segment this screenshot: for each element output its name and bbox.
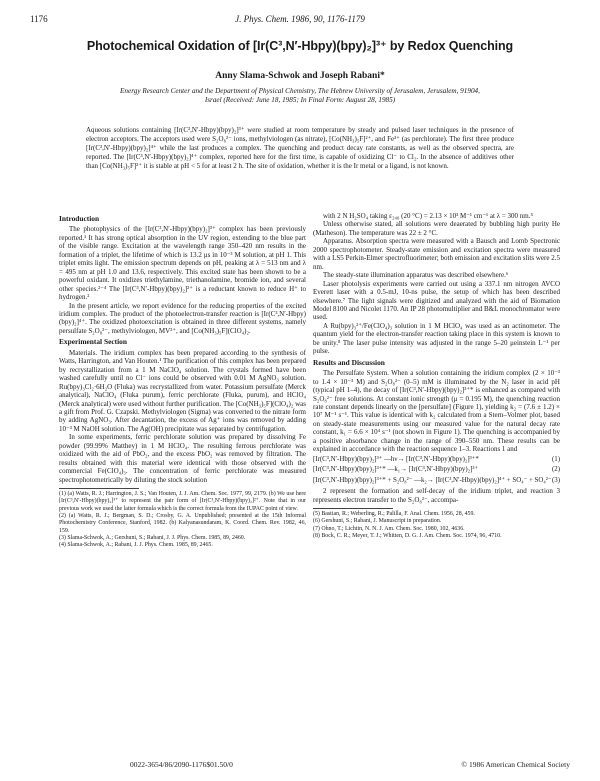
equation-number: (1) bbox=[551, 455, 560, 463]
footnote-divider bbox=[313, 508, 393, 509]
section-heading: Results and Discussion bbox=[313, 357, 385, 367]
footnote: (7) Ohno, T.; Lichtin, N. N. J. Am. Chem. Soc. 1980, 102, 4636. bbox=[313, 525, 465, 532]
footnote: (6) Gershuni, S.; Rabani, J. Manuscript in preparation. bbox=[313, 518, 442, 525]
equation bbox=[313, 466, 560, 474]
footnote: (3) Slama-Schwok, A.; Gershuni, S.; Rabani, J. J. Phys. Chem. 1985, 89, 2460. bbox=[59, 534, 246, 541]
article-code: 0022-3654/86/2090-1176$01.50/0 bbox=[130, 760, 233, 769]
paragraph: Laser photolysis experiments were carried out using a 337.1 nm nitrogen AVCO Everett laser with a 0.5-mJ, 10-ns pulse, the setup of which has been described elsewhere.⁷ The light signals were digitized and analyzed with the aid of Biomation Model 8100 and Nicolet 1170. An IP 28 photomultiplier and B&L monochromator were used. bbox=[313, 279, 560, 322]
section-heading: Introduction bbox=[59, 214, 100, 223]
footnote: (5) Bastian, R.; Weberling, R.; Palilla, F. Anal. Chem. 1956, 28, 459. bbox=[313, 510, 475, 517]
article-title: Photochemical Oxidation of [Ir(C³,N′-Hbpy)(bpy)₂]³⁺ by Redox Quenching bbox=[86, 39, 514, 53]
paragraph: The steady-state illumination apparatus was described elsewhere.⁶ bbox=[323, 271, 509, 280]
equation-text: [Ir(C³,N′-Hbpy)(bpy)₂]³⁺* —k₁→ [Ir(C³,N′-Hbpy)(bpy)₂]³⁺ bbox=[313, 466, 479, 474]
equation-text: [Ir(C³,N′-Hbpy)(bpy)₂]³⁺ —hν→ [Ir(C³,N′-Hbpy)(bpy)₂]³⁺* bbox=[313, 455, 479, 463]
equation bbox=[313, 456, 560, 464]
equation-text: [Ir(C³,N′-Hbpy)(bpy)₂]³⁺* + S₂O₈²⁻ —k₂→ [Ir(C³,N′-Hbpy)(bpy)₂]⁴⁺ + SO₄⁻ + SO₄²⁻ bbox=[313, 476, 552, 484]
journal-citation: J. Phys. Chem. 1986, 90, 1176-1179 bbox=[235, 14, 365, 24]
paragraph: Materials. The iridium complex has been prepared according to the synthesis of Watts, Harrington, and Van Houten.¹ The purification of this complex has been prepared by recrystallization from a 1 M NaClO₄ solution. The crystals formed have been washed carefully until no Cl⁻ ions could be observed with 0.01 M AgNO₃ solution. Ru(bpy)₃Cl₂·6H₂O (Fluka) was recrystallized from water. Potassium persulfate (Merck analytical), NaClO₄ (Fluka purum), ferric perchlorate (Fluka, purum), and HClO₄ (Merck analytical) were used without further purification. The [Co(NH₃)₅F](ClO₄)₂ was a gift from Prof. G. Czapski. Methylviologen (Sigma) was converted to the nitrate form by adding AgNO₃. After decantation, the excess of Ag⁺ ions was removed by adding 10⁻³ M NaOH solution. The Ag(OH) precipitate was separated by centrifugation. bbox=[59, 348, 306, 433]
equation bbox=[313, 477, 560, 485]
paragraph: Unless otherwise stated, all solutions were deaerated by bubbling high purity He (Matheson). The temperature was 22 ± 2 °C. bbox=[313, 220, 560, 237]
page-number: 1176 bbox=[30, 14, 48, 24]
running-header bbox=[30, 14, 570, 28]
section-heading: Experimental Section bbox=[59, 337, 127, 347]
equation-number: (2) bbox=[551, 466, 560, 474]
footnote: (8) Bock, C. R.; Meyer, T. J.; Whitten, D. G. J. Am. Chem. Soc. 1974, 96, 4710. bbox=[313, 532, 502, 539]
paragraph: 2 represent the formation and self-decay of the iridium triplet, and reaction 3 represents electron transfer to the S₂O₈²⁻, accompa- bbox=[313, 487, 560, 504]
footnote: (4) Slama-Schwok, A.; Rabani, J. J. Phys. Chem. 1985, 89, 2465. bbox=[59, 542, 213, 549]
paragraph: with 2 N H₂SO₄ taking ε₂₄₀ (20 °C) = 2.13 × 10³ M⁻¹ cm⁻¹ at λ = 300 nm.⁵ bbox=[323, 212, 533, 220]
authors: Anny Slama-Schwok and Joseph Rabani* bbox=[215, 71, 385, 81]
paragraph: In some experiments, ferric perchlorate solution was prepared by dissolving Fe powder (99.99% Matthey) in 1 M HClO₄. The resulting ferrous perchlorate was oxidized with the aid of PbO₂, and the excess PbO₂ was removed by filtration. The results obtained with this material were identical with those observed with the commercial Fe(ClO₄)₃. The concentration of ferric perchlorate was measured spectrophotometrically by diluting the stock solution bbox=[59, 433, 306, 484]
footnote: (1) (a) Watts, R. J.; Harrington, J. S.; Van Houten, J. J. Am. Chem. Soc. 1977, 99, 2179. (b) We use here [Ir(C³,N′-Hbpy)(bpy)₂]³⁺ to represent the pair form of [Ir(C³,N′-Hbpy)(bpy)₂]²⁺. Note that in our previous work we used the latter formula which is the correct formula from the IUPAC point of view. bbox=[59, 491, 306, 512]
paragraph: In the present article, we report evidence for the reducing properties of the excited iridium complex. The product of the photoelectron-transfer reaction is [Ir(C³,N′-Hbpy)(bpy)₂]⁴⁺. The oxidized photoexcitation is obtained in three different systems, namely persulfate S₂O₈²⁻, methylviologen, MV²⁺, and [Co(NH₃)₅F](ClO₄)₂. bbox=[59, 301, 306, 335]
paragraph: A Ru(bpy)₃²⁺/Fe(ClO₄)₃ solution in 1 M HClO₄ was used as an actinometer. The quantum yield for the electron-transfer reaction taking place in this system is known to be unity.⁸ The laser pulse intensity was adjusted in the range 5–20 μeinstein L⁻¹ per pulse. bbox=[313, 321, 560, 356]
footnote-divider bbox=[59, 488, 139, 489]
affiliation: Energy Research Center and the Department of Physical Chemistry, The Hebrew University of Jerusalem, Jerusalem, 91904, Israel (Received: June 18, 1985; In Final Form: August 28, 1985) bbox=[120, 87, 480, 105]
abstract: Aqueous solutions containing [Ir(C³,N′-Hbpy)(bpy)₂]³⁺ were studied at room temperature by steady and pulsed laser techniques in the presence of electron acceptors. The acceptors used were S₂O₈²⁻ ions, methylviologen (as nitrate), [Co(NH₃)₅F]²⁺, and Fe³⁺ (as perchlorate). The first three produce [Ir(C³,N′-Hbpy)(bpy)₂]⁴⁺ while the last produces a complex. The quenching and product decay rate constants, as well as the observed spectra, are reported. The [Ir(C³,N′-Hbpy)(bpy)₂]⁴⁺ complex, reported here for the first time, is capable of oxidizing Cl⁻ to Cl₂. In the absence of additives other than [Co(NH₃)₅F]²⁺ it is stable at pH < 5 for at least 2 h. The site of oxidation, whether it is the Ir metal or a ligand, is not known. bbox=[86, 126, 514, 170]
equation-number: (3) bbox=[551, 476, 560, 484]
left-column bbox=[59, 212, 306, 549]
right-column bbox=[313, 212, 560, 540]
paragraph: The Persulfate System. When a solution containing the iridium complex (2 × 10⁻³ to 1.4 × 10⁻³ M) and S₂O₈²⁻ (0–5) mM is illuminated by the N₂ laser in acid pH (typical pH 1–4), the decay of [Ir(C³,N′-Hbpy)(bpy)₂]³⁺* is enhanced as compared with S₂O₈²⁻ free solutions. At constant ionic strength (μ = 0.195 M), the quenching reaction rate constant depends linearly on the [persulfate] (Figure 1), yielding k₂ = (7.6 ± 1.2) × 10⁷ M⁻¹ s⁻¹. This value is identical with k₂ calculated from a Stern–Volmer plot, based on steady-state measurements using our measured value for the natural decay rate constant, k₁ = 6.6 × 10⁴ s⁻¹ (not shown in Figure 1). The quenching is accompanied by a positive absorbance change in the range of 390–550 nm. These results can be explained in accordance with the reaction sequence 1–3. Reactions 1 and bbox=[313, 369, 560, 454]
footnote: (2) (a) Watts, R. J.; Bergman, S. D.; Crosby, G. A. Unpublished; presented at the 15th Informal Photochemistry Conference, Stanford, 1982. (b) Kalyanasundaram, K. Coord. Chem. Rev. 1982, 46, 159. bbox=[59, 512, 306, 534]
paragraph: Apparatus. Absorption spectra were measured with a Bausch and Lomb Spectronic 2000 spectrophotometer. Steady-state emission and excitation spectra were measured with a LS5 Perkin-Elmer spectrofluorimeter; both emission and excitation slits were 2.5 nm. bbox=[313, 237, 560, 271]
copyright: © 1986 American Chemical Society bbox=[461, 760, 570, 769]
paragraph: The photophysics of the [Ir(C³,N′-Hbpy)(bpy)₂]³⁺ complex has been previously reported.¹ It has strong optical absorption in the UV region, extending to the blue part of the visible range. Excitation at the wavelength range 350–420 nm results in the formation of a triplet, the lifetime of which is 13.2 μs in 10⁻³ M solution, at pH 1. This triplet emits light. The emission spectrum depends on pH, peaking at λ = 513 nm and λ = 495 nm at pH 1.0 and 13.6, respectively. This excited state has been shown to be a powerful oxidant. It oxidizes triethylamine, triethanolamine, bromide ion, and several other species.²⁻⁴ The [Ir(C³,N′-Hbpy)(bpy)₂]²⁺ is a reductant known to reduce H⁺ to hydrogen.² bbox=[59, 225, 306, 302]
